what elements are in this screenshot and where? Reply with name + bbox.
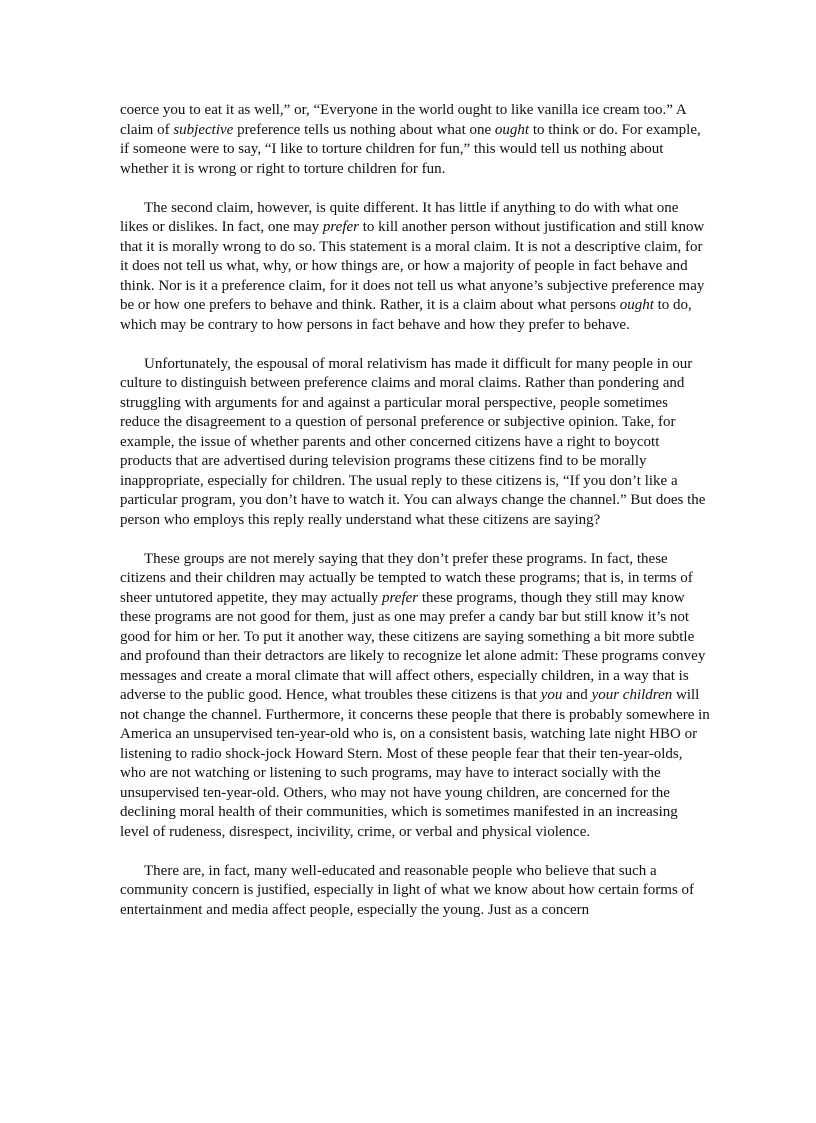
text-segment: Unfortunately, the espousal of moral relativism has made it difficult for many people in our culture to distinguish between preference claims and moral claims. Rather than pondering and struggling with arguments for and against a particular moral perspective, people sometimes reduce the disagreement to a question of personal preference or subjective opinion. Take, for example, the issue of whether parents and other concerned citizens have a right to boycott products that are advertised during television programs these citizens find to be morally inappropriate, especially for children. The usual reply to these citizens is, “If you don’t like a particular program, you don’t have to watch it. You can always change the channel.” But does the person who employs this reply really understand what these citizens are saying? (120, 355, 706, 528)
text-segment: coerce you to eat it as well,” or, “Everyone in the world ought to like vanilla ice cream too.” A claim of (120, 102, 686, 138)
emphasis-prefer: prefer (382, 589, 419, 606)
paragraph-5 (120, 862, 710, 921)
text-segment: There are, in fact, many well-educated and reasonable people who believe that such a community concern is justified, especially in light of what we know about how certain forms of entertainment and media affect people, especially the young. Just as a concern (120, 862, 695, 918)
emphasis-subjective: subjective (173, 121, 234, 138)
text-segment: to kill another person without justification and still know that it is morally wrong to do so. This statement is a moral claim. It is not a descriptive claim, for it does not tell us what, why, or how things are, or how a majority of people in fact behave and think. Nor is it a preference claim, for it does not tell us what anyone’s subjective preference may be or how one prefers to behave and think. Rather, it is a claim about what persons (120, 219, 705, 313)
text-segment: these programs, though they still may know these programs are not good for them, just as one may prefer a candy bar but still know it’s not good for him or her. To put it another way, these citizens are saying something a bit more subtle and profound than their detractors are likely to recognize let alone admit: These programs convey messages and create a moral climate that will affect others, especially children, in a way that is adverse to the public good. Hence, what troubles these citizens is that (120, 589, 706, 703)
paragraph-4 (120, 550, 710, 843)
emphasis-your-children: your children (591, 687, 673, 703)
emphasis-prefer: prefer (322, 219, 359, 235)
text-segment: These groups are not merely saying that they don’t prefer these programs. In fact, these citizens and their children may actually be tempted to watch these programs; that is, in terms of sheer untutored appetite, they may actually (120, 550, 693, 606)
emphasis-you: you (540, 687, 563, 703)
paragraph-2 (120, 199, 710, 336)
emphasis-ought: ought (619, 297, 654, 313)
text-segment: The second claim, however, is quite different. It has little if anything to do with what one likes or dislikes. In fact, one may (120, 199, 679, 235)
emphasis-ought: ought (494, 121, 530, 138)
paragraph-3 (120, 355, 710, 531)
text-segment: to do, which may be contrary to how persons in fact behave and how they prefer to behave. (120, 297, 692, 333)
text-segment: to think or do. For example, if someone were to say, “I like to torture children for fun,” this would tell us nothing about whether it is wrong or right to torture children for fun. (120, 121, 701, 177)
document-page (120, 101, 710, 920)
text-segment: and (562, 687, 592, 703)
paragraph-1 (120, 101, 710, 179)
text-segment: will not change the channel. Furthermore, it concerns these people that there is probably somewhere in America an unsupervised ten-year-old who is, on a consistent basis, watching late night HBO or listening to radio shock-jock Howard Stern. Most of these people fear that their ten-year-olds, who are not watching or listening to such programs, may have to interact socially with the unsupervised ten-year-old. Others, who may not have young children, are concerned for the declining moral health of their communities, which is sometimes manifested in an increasing level of rudeness, disrespect, incivility, crime, or verbal and physical violence. (120, 687, 710, 840)
text-segment: preference tells us nothing about what one (233, 121, 495, 138)
